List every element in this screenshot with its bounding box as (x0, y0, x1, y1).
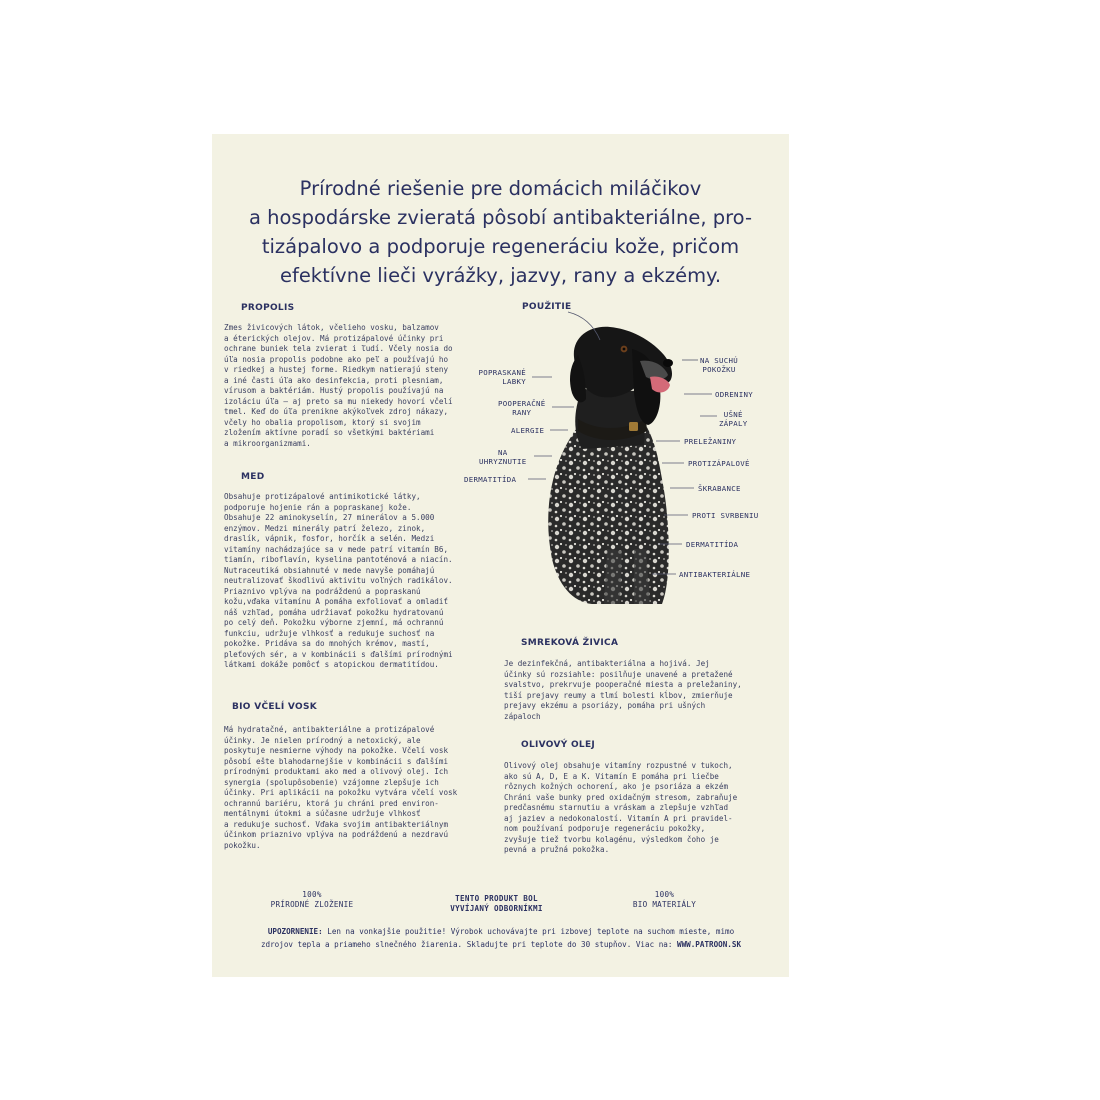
label-na-uhryznutie (479, 448, 527, 466)
text-line: draslík, vápnik, fosfor, horčík a selén. Medzi (224, 534, 435, 543)
product-leaflet (212, 134, 789, 977)
text-line: prejavy ekzému a psoriázy, pomáha pri ušných (504, 701, 706, 710)
med-text (224, 492, 453, 671)
label-line: POOPERAČNÉ (498, 399, 546, 408)
text-line: rôznych kožných ochorení, ako je psoriáza a ekzém (504, 782, 729, 791)
headline-line: efektívne lieči vyrážky, jazvy, rany a ekzémy. (279, 264, 722, 287)
website-link[interactable]: WWW.PATROON.SK (677, 940, 742, 949)
text-line: Má hydratačné, antibakteriálne a protizápalové (224, 725, 435, 734)
text-line: Obsahuje protizápalové antimikotické látky, (224, 492, 421, 501)
badge-line: 100% (302, 890, 322, 899)
text-line: a iné časti úľa ako desinfekcia, proti plesniam, (224, 375, 444, 385)
text-line: kožu,vďaka vitamínu A pomáha exfoliovať a omladiť (224, 597, 449, 606)
text-line: poskytuje nesmierne výhody na pokožke. Včelí vosk (224, 746, 449, 755)
text-line: prírodnými produktami ako med a olivový olej. Ich (224, 767, 449, 776)
text-line: a mikroorganizmami. (224, 438, 311, 448)
headline-line: tizápalovo a podporuje regeneráciu kože, pričom (261, 235, 740, 258)
label-protizapalove: PROTIZÁPALOVÉ (688, 459, 750, 468)
warning-text-1: Len na vonkajšie použitie! Výrobok uchovávajte pri izbovej teplote na suchom mieste, mimo (322, 927, 735, 936)
text-line: a redukuje suchosť. Vďaka svojim antibakteriálnym (224, 819, 449, 829)
text-line: vitamíny nachádzajúce sa v mede patrí vitamín B6, (224, 544, 449, 554)
text-line: po celý deň. Pokožku výborne zjemní, má ochrannú (224, 618, 444, 627)
text-line: podporuje hojenie rán a popraskanej kože. (224, 502, 412, 512)
text-line: ochrane buniek tela zvierat i ľudí. Včely nosia do (224, 344, 453, 353)
label-line: POKOŽKU (702, 365, 736, 374)
warning-line-2 (226, 938, 776, 951)
badge-bio (612, 890, 717, 909)
text-line: pleťových sér, a v kombinácii s ďalšími prírodnými (224, 649, 453, 659)
label-line: LABKY (502, 377, 526, 386)
propolis-text (224, 323, 453, 449)
text-line: neutralizovať škodlivú aktivitu voľných radikálov. (224, 576, 453, 585)
label-proti-svrbeniu: PROTI SVRBENIU (692, 511, 759, 520)
text-line: funkciu, udržuje vlhkosť a redukuje suchosť na (224, 628, 435, 638)
label-dermatitida-left: DERMATITÍDA (464, 475, 517, 484)
vosk-title: BIO VČELÍ VOSK (232, 702, 318, 712)
badge-line: VYVÍJANÝ ODBORNÍKMI (450, 903, 543, 913)
label-line: UŠNÉ (723, 410, 743, 419)
label-line: ZÁPALY (719, 419, 748, 428)
text-line: tiamín, riboflavín, kyselina pantoténová a niacín. (224, 555, 453, 564)
propolis-title: PROPOLIS (241, 303, 295, 313)
text-line: účinkom priaznivo vplýva na podráždenú a nezdravú (224, 830, 449, 839)
badge-line: BIO MATERIÁLY (632, 899, 697, 909)
badge-natural (252, 890, 372, 909)
text-line: predčasnému starnutiu a vráskam a zlepšuje vzhľad (504, 803, 729, 812)
text-line: pokožku. (224, 840, 261, 850)
text-line: pokožke. Pridáva sa do mnohých krémov, mastí, (224, 639, 430, 648)
text-line: a éterických olejov. Má protizápalové účinky pri (224, 333, 444, 343)
text-line: pevná a pružná pokožka. (504, 845, 610, 854)
badge-line: PRÍRODNÉ ZLOŽENIE (270, 899, 354, 909)
label-alergie: ALERGIE (511, 426, 545, 435)
badge-line: TENTO PRODUKT BOL (455, 894, 538, 903)
label-line: POPRASKANÉ (478, 368, 526, 377)
text-line: pôsobí ešte blahodarnejšie v kombinácii s ďalšími (224, 756, 449, 766)
label-line: NA SUCHÚ (700, 356, 738, 365)
text-line: ako sú A, D, E a K. Vitamín E pomáha pri liečbe (504, 771, 719, 781)
label-odreniny: ODRENINY (715, 390, 753, 399)
text-line: zvyšuje tiež tvorbu kolagénu, výsledkom čoho je (504, 834, 719, 844)
text-line: vírusom a baktériám. Hustý propolis používajú na (224, 386, 444, 395)
label-skrabance: ŠKRABANCE (698, 484, 741, 493)
headline-line: Prírodné riešenie pre domácich miláčikov (299, 177, 702, 200)
text-line: Nutraceutiká obsiahnuté v mede navyše pomáhajú (224, 565, 435, 575)
text-line: svalstvo, prekrvuje pooperačné miesta a preležaniny, (504, 680, 742, 689)
label-na-suchu-pokozku (700, 356, 738, 374)
label-popraskane-labky (479, 368, 527, 386)
text-line: Olivový olej obsahuje vitamíny rozpustné v tukoch, (504, 761, 733, 770)
text-line: enzýmov. Medzi minerály patrí železo, zinok, (224, 523, 426, 533)
zivica-text (504, 659, 742, 722)
text-line: včely ho obalia propolisom, ktorý si svojim (224, 417, 421, 427)
text-line: mentálnymi útokmi a súčasne udržuje vlhkosť (224, 809, 421, 818)
text-line: účinky. Je nielen prírodný a netoxický, ale (224, 735, 421, 745)
warning-text-2: zdrojov tepla a priameho slnečného žiarenia. Skladujte pri teplote do 30 stupňov. Viac na: (260, 940, 678, 949)
label-usne-zapaly (719, 410, 748, 428)
text-line: Chráni vaše bunky pred oxidačným stresom, zabraňuje (504, 792, 738, 802)
text-line: účinky. Pri aplikácii na pokožku vytvára včelí vosk (224, 788, 458, 797)
pouzitie-title: POUŽITIE (522, 302, 572, 312)
text-line: synergia (spolupôsobenie) vzájomne zlepšuje ich (224, 777, 439, 787)
label-prelezaniny: PRELEŽANINY (684, 437, 737, 446)
warning-label: UPOZORNENIE: (267, 927, 323, 936)
text-line: Priaznivo vplýva na podráždenú a popraskanú (224, 586, 421, 596)
text-line: aj jaziev a nedokonalostí. Vitamín A pri pravidel- (504, 813, 733, 823)
text-line: nom používaní podporuje regeneráciu pokožky, (504, 824, 706, 833)
text-line: ochrannú bariéru, ktorá ju chráni pred environ- (224, 798, 439, 808)
headline (232, 174, 769, 290)
label-line: RANY (512, 408, 532, 417)
text-line: náš vzhľad, pomáha udržiavať pokožku hydratovanú (224, 607, 444, 617)
warning-line-1 (226, 925, 776, 938)
headline-line: a hospodárske zvieratá pôsobí antibakteriálne, pro- (248, 206, 753, 229)
text-line: zápaloch (504, 711, 541, 721)
text-line: tiší prejavy reumy a tlmí bolesti kĺbov, zmierňuje (504, 690, 733, 700)
text-line: v riedkej a hustej forme. Riedkym natierajú steny (224, 365, 449, 374)
dog-illustration (512, 319, 712, 604)
label-pooperacne-rany (498, 399, 546, 417)
label-antibakterialne: ANTIBAKTERIÁLNE (679, 570, 751, 579)
dog-picture (512, 319, 712, 604)
med-title: MED (241, 472, 265, 482)
badge-experts (434, 894, 559, 913)
text-line: Obsahuje 22 aminokyselín, 27 minerálov a 5.000 (224, 513, 435, 522)
olej-title: OLIVOVÝ OLEJ (521, 740, 596, 750)
text-line: zložením aktívne poradí so všetkými baktériami (224, 428, 435, 437)
text-line: látkami dokáže pomôcť s atopickou dermatitídou. (224, 660, 439, 669)
text-line: Zmes živicových látok, včelieho vosku, balzamov (224, 323, 439, 332)
text-line: tmel. Keď do úľa prenikne akýkoľvek zdroj nákazy, (224, 407, 449, 416)
label-dermatitida-right: DERMATITÍDA (686, 540, 739, 549)
label-line: NA (498, 448, 508, 457)
text-line: úľa nosia propolis podobne ako peľ a používajú ho (224, 354, 449, 364)
badge-line: 100% (654, 890, 675, 899)
zivica-title: SMREKOVÁ ŽIVICA (521, 638, 619, 648)
text-line: účinky sú rozsiahle: posilňuje unavené a pretažené (504, 669, 733, 679)
text-line: Je dezinfekčná, antibakteriálna a hojivá. Jej (504, 659, 710, 668)
vosk-text (224, 725, 457, 851)
label-line: UHRYZNUTIE (479, 457, 527, 466)
olej-text (504, 761, 737, 856)
warning-note (226, 925, 776, 951)
text-line: izoláciu úľa – aj preto sa mu niekedy hovorí včelí (224, 396, 453, 406)
